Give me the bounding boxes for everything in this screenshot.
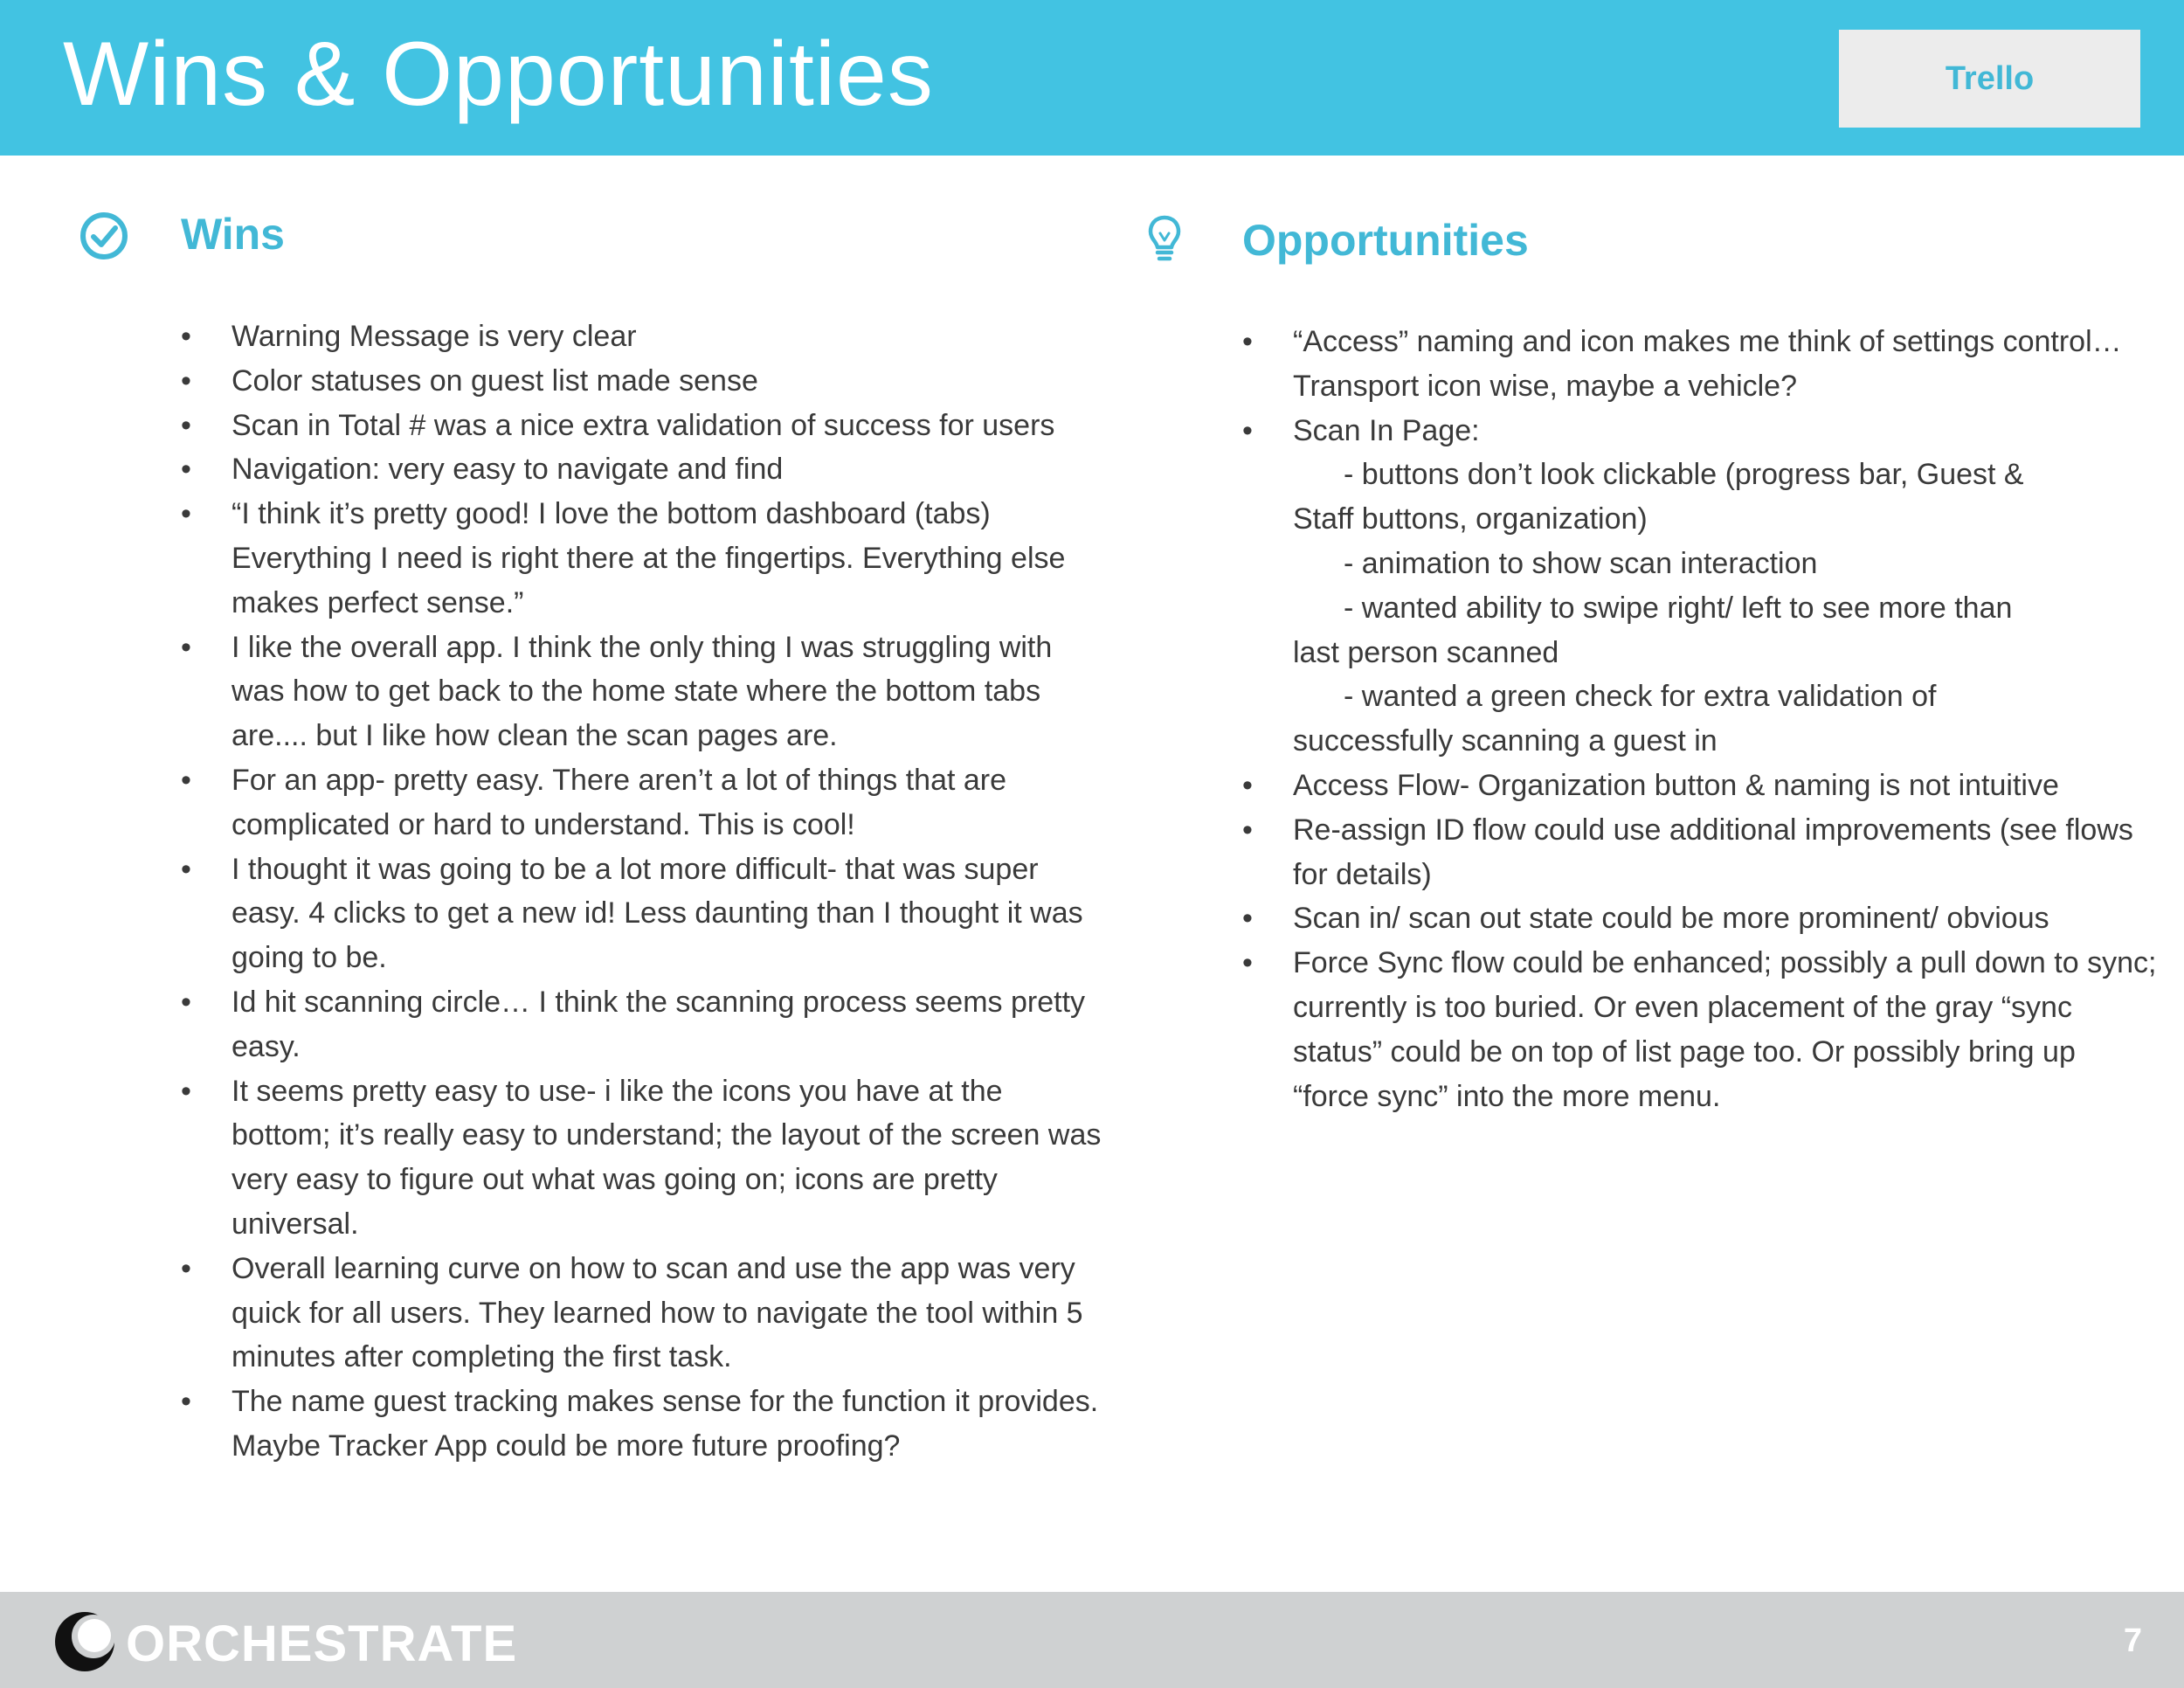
list-item <box>1242 409 2160 764</box>
list-item: • “I think it’s pretty good! I love the bottom dashboard (tabs) Everything I need is right there at the fingertips. Everything else makes perfect sense.” <box>181 492 1102 625</box>
page-number: 7 <box>2123 1622 2142 1659</box>
sub-item-continuation: Staff buttons, organization) <box>1293 502 1648 536</box>
list-item: • Color statuses on guest list made sense <box>181 359 1102 404</box>
list-item: • Scan in/ scan out state could be more prominent/ obvious <box>1242 896 2160 941</box>
list-item: • For an app- pretty easy. There aren’t a lot of things that are complicated or hard to understand. This is cool! <box>181 758 1102 847</box>
list-item: • “Access” naming and icon makes me think of settings control… Transport icon wise, maybe a vehicle? <box>1242 320 2160 409</box>
list-item: • The name guest tracking makes sense for the function it provides. Maybe Tracker App could be more future proofing? <box>181 1380 1102 1469</box>
list-item: • Id hit scanning circle… I think the scanning process seems pretty easy. <box>181 980 1102 1069</box>
wins-title: Wins <box>181 210 285 259</box>
list-item: • Scan in Total # was a nice extra validation of success for users <box>181 404 1102 448</box>
opportunities-title: Opportunities <box>1242 216 1529 265</box>
logo-text: ORCHESTRATE <box>126 1615 518 1672</box>
trello-button[interactable]: Trello <box>1839 30 2140 128</box>
sub-item-continuation: last person scanned <box>1293 635 1559 669</box>
header-bar <box>0 0 2184 156</box>
check-circle-icon <box>79 211 128 260</box>
sub-item-continuation: successfully scanning a guest in <box>1293 724 1717 758</box>
list-item: • Re-assign ID flow could use additional improvements (see flows for details) <box>1242 808 2160 897</box>
lightbulb-icon <box>1147 214 1182 265</box>
page-title: Wins & Opportunities <box>63 24 934 125</box>
footer-bar <box>0 1592 2184 1688</box>
opportunities-list <box>1242 320 2160 1118</box>
orchestrate-logo-icon <box>52 1609 117 1674</box>
list-item: • Warning Message is very clear <box>181 315 1102 359</box>
list-item: • I like the overall app. I think the only thing I was struggling with was how to get back to the home state where the bottom tabs are.... but I like how clean the scan pages are. <box>181 626 1102 758</box>
list-item-text: Scan In Page: <box>1293 413 1480 447</box>
sub-item-line: - animation to show scan interaction <box>1344 546 1818 580</box>
list-item: • Access Flow- Organization button & naming is not intuitive <box>1242 764 2160 808</box>
sub-item-line: - buttons don’t look clickable (progress bar, Guest & <box>1344 458 2024 492</box>
list-item: • Force Sync flow could be enhanced; possibly a pull down to sync; currently is too buried. Or even placement of the gray “sync status” could be on top of list page too. Or possibly bring up “force sync” into the more menu. <box>1242 941 2160 1118</box>
wins-list <box>181 315 1102 1469</box>
sub-item-line: - wanted ability to swipe right/ left to see more than <box>1344 591 2013 625</box>
list-item: • Navigation: very easy to navigate and find <box>181 447 1102 492</box>
sub-item-line: - wanted a green check for extra validation of <box>1344 680 1937 714</box>
list-item: • It seems pretty easy to use- i like the icons you have at the bottom; it’s really easy to understand; the layout of the screen was very easy to figure out what was going on; icons are pretty universal. <box>181 1069 1102 1247</box>
list-item: • I thought it was going to be a lot more difficult- that was super easy. 4 clicks to get a new id! Less daunting than I thought it was going to be. <box>181 847 1102 980</box>
list-item: • Overall learning curve on how to scan and use the app was very quick for all users. They learned how to navigate the tool within 5 minutes after completing the first task. <box>181 1247 1102 1380</box>
